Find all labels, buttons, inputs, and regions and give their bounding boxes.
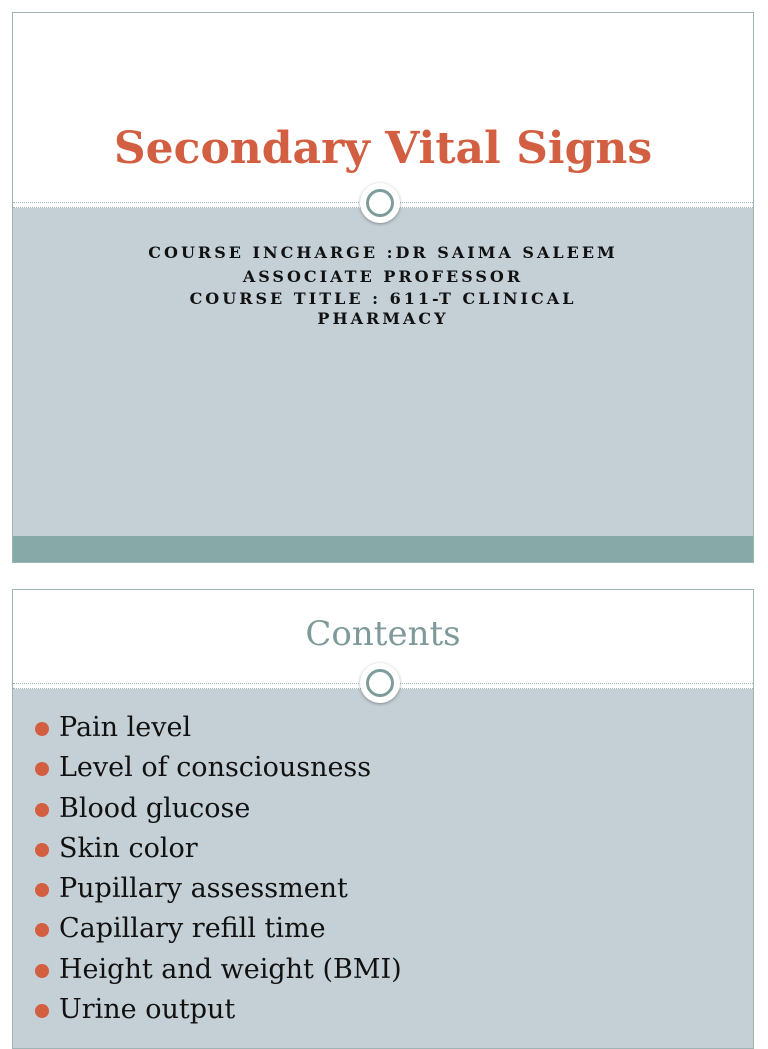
list-item bbox=[35, 748, 402, 788]
list-item bbox=[35, 869, 402, 909]
list-item-label: Blood glucose bbox=[59, 792, 251, 824]
list-item-label: Capillary refill time bbox=[59, 913, 326, 945]
subtitle-line: ASSOCIATE PROFESSOR bbox=[242, 267, 524, 286]
bullet-dot-icon bbox=[35, 843, 49, 857]
bullet-dot-icon bbox=[35, 803, 49, 817]
bullet-dot-icon bbox=[35, 762, 49, 776]
circle-ornament-icon bbox=[360, 183, 400, 223]
list-item bbox=[35, 909, 402, 949]
list-item-label: Skin color bbox=[59, 832, 198, 864]
bullet-dot-icon bbox=[35, 1004, 49, 1018]
bullet-dot-icon bbox=[35, 722, 49, 736]
circle-ornament-icon bbox=[360, 663, 400, 703]
list-item bbox=[35, 829, 402, 869]
bullet-dot-icon bbox=[35, 883, 49, 897]
footer-band bbox=[13, 536, 753, 562]
slide-subtitle bbox=[13, 241, 753, 329]
slide-title: Secondary Vital Signs bbox=[113, 123, 653, 174]
list-item bbox=[35, 990, 402, 1030]
contents-list bbox=[35, 708, 402, 1030]
bullet-dot-icon bbox=[35, 923, 49, 937]
contents-slide bbox=[12, 589, 754, 1049]
list-item bbox=[35, 950, 402, 990]
title-slide bbox=[12, 12, 754, 563]
list-item bbox=[35, 789, 402, 829]
subtitle-line: COURSE INCHARGE :DR SAIMA SALEEM bbox=[148, 243, 618, 262]
slide-title: Contents bbox=[305, 614, 461, 654]
slide-header-area bbox=[13, 13, 753, 205]
list-item-label: Level of consciousness bbox=[59, 752, 372, 784]
list-item-label: Urine output bbox=[59, 994, 236, 1026]
list-item bbox=[35, 708, 402, 748]
subtitle-line: COURSE TITLE : 611-T CLINICAL PHARMACY bbox=[189, 289, 577, 328]
list-item-label: Pain level bbox=[59, 712, 192, 743]
list-item-label: Height and weight (BMI) bbox=[59, 953, 402, 985]
list-item-label: Pupillary assessment bbox=[59, 873, 348, 905]
bullet-dot-icon bbox=[35, 964, 49, 978]
